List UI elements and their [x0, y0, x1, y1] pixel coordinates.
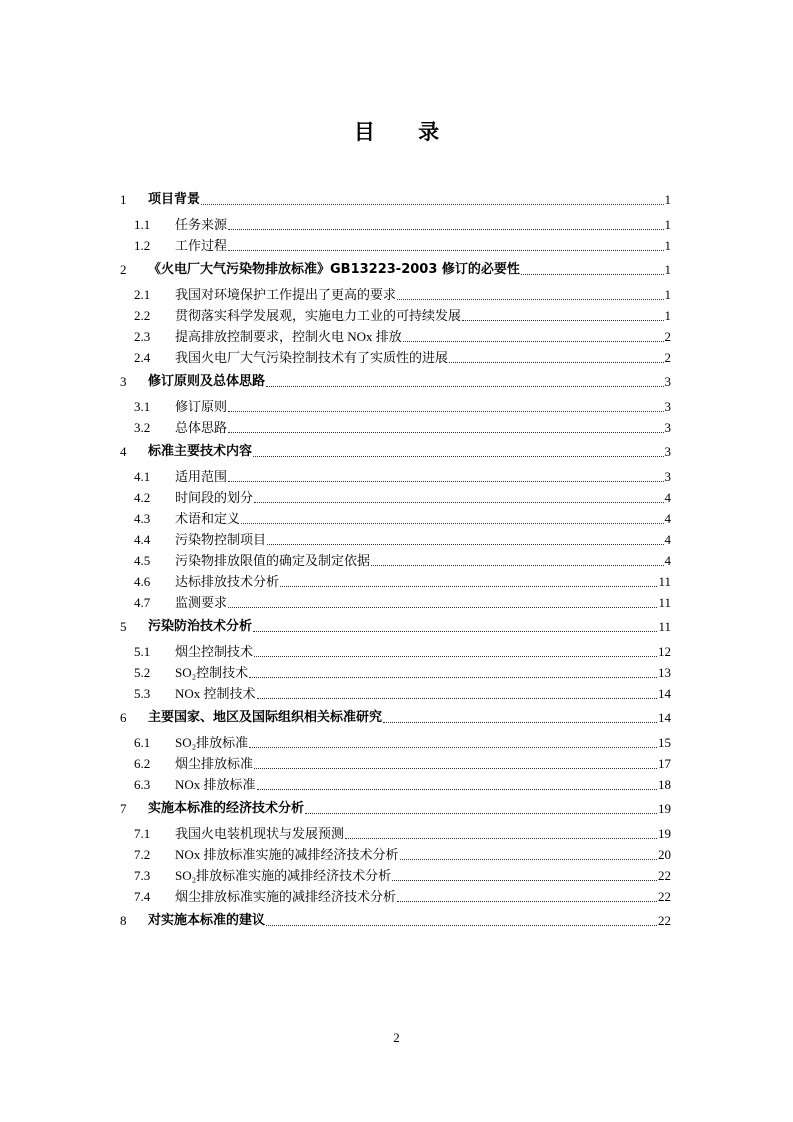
toc-entry-title: 主要国家、地区及国际组织相关标准研究 — [148, 710, 383, 725]
toc-dot-leader — [280, 586, 657, 587]
toc-section-entry — [120, 443, 671, 461]
toc-dot-leader — [403, 341, 664, 342]
toc-dot-leader — [305, 813, 657, 814]
footer-page-number: 2 — [393, 1030, 400, 1045]
toc-entry-page: 1 — [664, 192, 671, 207]
toc-entry-page: 19 — [658, 825, 671, 841]
toc-subsection-entry — [120, 846, 671, 864]
toc-subsection-entry — [120, 594, 671, 612]
toc-entry-number: 7.1 — [134, 825, 151, 841]
toc-entry-page: 4 — [664, 489, 671, 505]
toc-dot-leader — [266, 925, 657, 926]
toc-entry-number: 4 — [120, 444, 127, 459]
toc-entry-title: 任务来源 — [175, 216, 228, 232]
toc-dot-leader — [462, 320, 663, 321]
toc-entry-number: 5.2 — [134, 664, 151, 680]
toc-entry-number: 4.1 — [134, 468, 151, 484]
toc-entry-page: 3 — [664, 398, 671, 414]
toc-entry-number: 4.6 — [134, 573, 151, 589]
toc-entry-number: 4.2 — [134, 489, 151, 505]
toc-entry-title: 实施本标准的经济技术分析 — [148, 801, 305, 816]
toc-entry-title: 总体思路 — [175, 419, 228, 435]
toc-entry-page: 1 — [664, 307, 671, 323]
toc-entry-title: NOx 排放标准 — [175, 776, 256, 792]
toc-entry-title: 修订原则 — [175, 398, 228, 414]
toc-dot-leader — [254, 656, 657, 657]
toc-entry-page: 14 — [658, 685, 671, 701]
toc-subsection-entry — [120, 328, 671, 346]
toc-entry-title: NOx 排放标准实施的减排经济技术分析 — [175, 846, 399, 862]
toc-entry-page: 17 — [658, 755, 671, 771]
toc-section-entry — [120, 800, 671, 818]
toc-entry-number: 7.4 — [134, 888, 151, 904]
toc-section-entry — [120, 373, 671, 391]
toc-entry-page: 3 — [664, 419, 671, 435]
toc-entry-page: 1 — [664, 237, 671, 253]
toc-dot-leader — [228, 229, 663, 230]
toc-entry-number: 7.2 — [134, 846, 151, 862]
toc-subsection-entry — [120, 237, 671, 255]
toc-entry-title: 时间段的划分 — [175, 489, 254, 505]
toc-dot-leader — [371, 565, 663, 566]
toc-dot-leader — [241, 523, 663, 524]
toc-dot-leader — [521, 274, 664, 275]
toc-dot-leader — [228, 250, 663, 251]
toc-entry-page: 22 — [658, 867, 671, 883]
toc-entry-title: SO₂排放标准实施的减排经济技术分析 — [175, 867, 392, 883]
toc-subsection-entry — [120, 573, 671, 591]
toc-entry-page: 22 — [658, 888, 671, 904]
toc-subsection-entry — [120, 489, 671, 507]
toc-section-entry — [120, 618, 671, 636]
toc-dot-leader — [392, 880, 657, 881]
toc-entry-title: 工作过程 — [175, 237, 228, 253]
toc-dot-leader — [257, 698, 657, 699]
toc-entry-title: 修订原则及总体思路 — [148, 374, 266, 389]
toc-entry-page: 1 — [664, 286, 671, 302]
toc-dot-leader — [249, 677, 657, 678]
toc-entry-page: 2 — [664, 349, 671, 365]
toc-section-entry — [120, 709, 671, 727]
toc-subsection-entry — [120, 510, 671, 528]
toc-entry-page: 18 — [658, 776, 671, 792]
toc-dot-leader — [249, 747, 657, 748]
toc-subsection-entry — [120, 867, 671, 885]
toc-entry-title: 烟尘排放标准 — [175, 755, 254, 771]
toc-entry-page: 4 — [664, 531, 671, 547]
toc-entry-number: 1.1 — [134, 216, 151, 232]
toc-subsection-entry — [120, 888, 671, 906]
toc-entry-number: 5 — [120, 619, 127, 634]
toc-dot-leader — [383, 722, 657, 723]
toc-subsection-entry — [120, 825, 671, 843]
toc-entry-title: 污染防治技术分析 — [148, 619, 253, 634]
toc-entry-number: 5.1 — [134, 643, 151, 659]
toc-subsection-entry — [120, 398, 671, 416]
toc-entry-title: 监测要求 — [175, 594, 228, 610]
toc-entry-number: 2.2 — [134, 307, 151, 323]
toc-entry-number: 1 — [120, 192, 127, 207]
toc-dot-leader — [266, 386, 663, 387]
toc-entry-page: 3 — [664, 444, 671, 459]
toc-entry-title: 项目背景 — [148, 192, 201, 207]
toc-entry-number: 2.4 — [134, 349, 151, 365]
toc-entry-number: 4.7 — [134, 594, 151, 610]
toc-subsection-entry — [120, 531, 671, 549]
toc-entry-title: 术语和定义 — [175, 510, 241, 526]
toc-entry-page: 15 — [658, 734, 671, 750]
toc-entry-number: 4.3 — [134, 510, 151, 526]
toc-dot-leader — [345, 838, 657, 839]
toc-dot-leader — [228, 411, 663, 412]
toc-subsection-entry — [120, 734, 671, 752]
toc-entry-title: SO₂排放标准 — [175, 734, 249, 750]
toc-subsection-entry — [120, 468, 671, 486]
toc-dot-leader — [228, 481, 663, 482]
toc-entry-page: 11 — [658, 619, 671, 634]
toc-entry-title: 烟尘排放标准实施的减排经济技术分析 — [175, 888, 397, 904]
toc-entry-page: 4 — [664, 552, 671, 568]
toc-subsection-entry — [120, 419, 671, 437]
toc-entry-title: 我国火电装机现状与发展预测 — [175, 825, 345, 841]
toc-entry-title: 我国对环境保护工作提出了更高的要求 — [175, 286, 397, 302]
toc-entry-number: 3.1 — [134, 398, 151, 414]
toc-entry-page: 1 — [664, 216, 671, 232]
toc-entry-title: 我国火电厂大气污染控制技术有了实质性的进展 — [175, 349, 449, 365]
toc-entry-page: 3 — [664, 468, 671, 484]
toc-entry-title: 达标排放技术分析 — [175, 573, 280, 589]
toc-entry-number: 2.3 — [134, 328, 151, 344]
toc-entry-page: 22 — [658, 913, 671, 928]
toc-entry-page: 1 — [664, 262, 671, 277]
toc-entry-title: 《火电厂大气污染物排放标准》GB13223-2003 修订的必要性 — [148, 262, 520, 277]
toc-subsection-entry — [120, 643, 671, 661]
toc-dot-leader — [254, 768, 657, 769]
toc-dot-leader — [449, 362, 663, 363]
toc-subsection-entry — [120, 552, 671, 570]
toc-entry-page: 12 — [658, 643, 671, 659]
toc-entry-title: 提高排放控制要求，控制火电 NOx 排放 — [175, 328, 402, 344]
toc-entry-page: 11 — [658, 594, 671, 610]
toc-section-entry — [120, 912, 671, 930]
toc-dot-leader — [253, 631, 657, 632]
toc-entry-page: 20 — [658, 846, 671, 862]
toc-entry-title: 对实施本标准的建议 — [148, 913, 266, 928]
toc-entry-number: 6 — [120, 710, 127, 725]
toc-entry-number: 6.3 — [134, 776, 151, 792]
toc-entry-page: 2 — [664, 328, 671, 344]
toc-dot-leader — [397, 299, 663, 300]
toc-entry-page: 11 — [658, 573, 671, 589]
toc-entry-title: NOx 控制技术 — [175, 685, 256, 701]
toc-entry-title: SO₂控制技术 — [175, 664, 249, 680]
page-title: 目 录 — [353, 120, 440, 144]
toc-entry-title: 烟尘控制技术 — [175, 643, 254, 659]
toc-dot-leader — [400, 859, 657, 860]
toc-entry-number: 4.5 — [134, 552, 151, 568]
toc-entry-number: 8 — [120, 913, 127, 928]
toc-subsection-entry — [120, 349, 671, 367]
toc-entry-number: 6.1 — [134, 734, 151, 750]
toc-subsection-entry — [120, 755, 671, 773]
toc-entry-number: 6.2 — [134, 755, 151, 771]
toc-entry-title: 贯彻落实科学发展观，实施电力工业的可持续发展 — [175, 307, 462, 323]
toc-entry-page: 14 — [658, 710, 671, 725]
toc-dot-leader — [201, 204, 663, 205]
toc-entry-number: 3.2 — [134, 419, 151, 435]
toc-subsection-entry — [120, 664, 671, 682]
toc-entry-number: 7.3 — [134, 867, 151, 883]
toc-dot-leader — [254, 502, 663, 503]
toc-entry-number: 4.4 — [134, 531, 151, 547]
toc-entry-title: 污染物控制项目 — [175, 531, 267, 547]
toc-entry-page: 13 — [658, 664, 671, 680]
toc-entry-number: 5.3 — [134, 685, 151, 701]
toc-section-entry — [120, 261, 671, 279]
toc-subsection-entry — [120, 216, 671, 234]
toc-dot-leader — [397, 901, 657, 902]
toc-entry-title: 适用范围 — [175, 468, 228, 484]
toc-entry-number: 7 — [120, 801, 127, 816]
toc-entry-page: 3 — [664, 374, 671, 389]
toc-entry-title: 污染物排放限值的确定及制定依据 — [175, 552, 371, 568]
toc-dot-leader — [267, 544, 663, 545]
toc-entry-number: 2.1 — [134, 286, 151, 302]
toc-section-entry — [120, 191, 671, 209]
toc-entry-number: 3 — [120, 374, 127, 389]
toc-dot-leader — [253, 456, 663, 457]
toc-subsection-entry — [120, 286, 671, 304]
toc-entry-page: 4 — [664, 510, 671, 526]
toc-subsection-entry — [120, 685, 671, 703]
toc-entry-title: 标准主要技术内容 — [148, 444, 253, 459]
toc-subsection-entry — [120, 307, 671, 325]
toc-dot-leader — [257, 789, 657, 790]
toc-dot-leader — [228, 607, 657, 608]
toc-entry-page: 19 — [658, 801, 671, 816]
toc-subsection-entry — [120, 776, 671, 794]
toc-entry-number: 2 — [120, 262, 127, 277]
toc-entry-number: 1.2 — [134, 237, 151, 253]
toc-dot-leader — [228, 432, 663, 433]
